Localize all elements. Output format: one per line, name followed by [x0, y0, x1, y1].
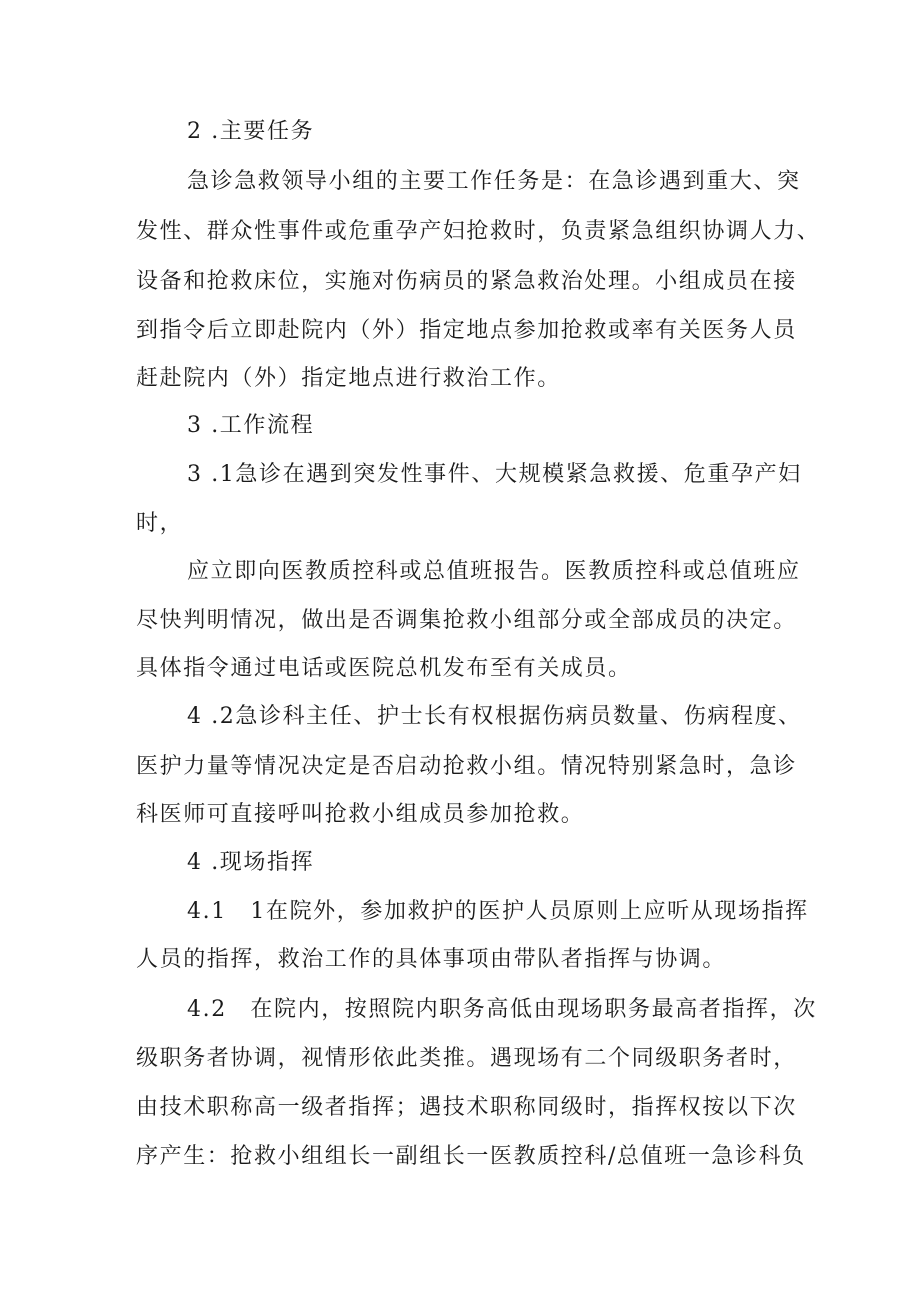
paragraph-line: 3 .1急诊在遇到突发性事件、大规模紧急救援、危重孕产妇	[187, 462, 802, 487]
paragraph-line: 设备和抢救床位，实施对伤病员的紧急救治处理。小组成员在接	[136, 269, 797, 294]
paragraph-line: 具体指令通过电话或医院总机发布至有关成员。	[136, 656, 632, 681]
paragraph-line: 4.2 在院内，按照院内职务高低由现场职务最高者指挥，次	[187, 997, 817, 1022]
paragraph-line: 由技术职称高一级者指挥；遇技术职称同级时，指挥权按以下次	[136, 1095, 797, 1120]
paragraph-line: 医护力量等情况决定是否启动抢救小组。情况特别紧急时，急诊	[136, 754, 797, 779]
paragraph-line: 级职务者协调，视情形依此类推。遇现场有二个同级职务者时，	[136, 1046, 797, 1071]
paragraph-line: 发性、群众性事件或危重孕产妇抢救时，负责紧急组织协调人力、	[136, 219, 821, 244]
section-heading-workflow: 3 .工作流程	[187, 413, 315, 438]
paragraph-line: 时，	[136, 511, 184, 536]
paragraph-line: 人员的指挥，救治工作的具体事项由带队者指挥与协调。	[136, 947, 727, 972]
paragraph-line: 应立即向医教质控科或总值班报告。医教质控科或总值班应	[187, 559, 801, 584]
paragraph-line: 4 .2急诊科主任、护士长有权根据伤病员数量、伤病程度、	[187, 704, 802, 729]
paragraph-line: 赶赴院内（外）指定地点进行救治工作。	[136, 366, 561, 391]
paragraph-line: 急诊急救领导小组的主要工作任务是：在急诊遇到重大、突	[187, 169, 801, 194]
paragraph-line: 4.1 1在院外，参加救护的医护人员原则上应听从现场指挥	[187, 899, 809, 924]
paragraph-line: 到指令后立即赴院内（外）指定地点参加抢救或率有关医务人员	[136, 318, 797, 343]
section-heading-tasks: 2 .主要任务	[187, 119, 315, 144]
section-heading-command: 4 .现场指挥	[187, 850, 315, 875]
paragraph-line: 尽快判明情况，做出是否调集抢救小组部分或全部成员的决定。	[136, 608, 797, 633]
paragraph-line: 科医师可直接呼叫抢救小组成员参加抢救。	[136, 802, 585, 827]
paragraph-line: 序产生：抢救小组组长一副组长一医教质控科/总值班一急诊科负	[136, 1144, 806, 1169]
